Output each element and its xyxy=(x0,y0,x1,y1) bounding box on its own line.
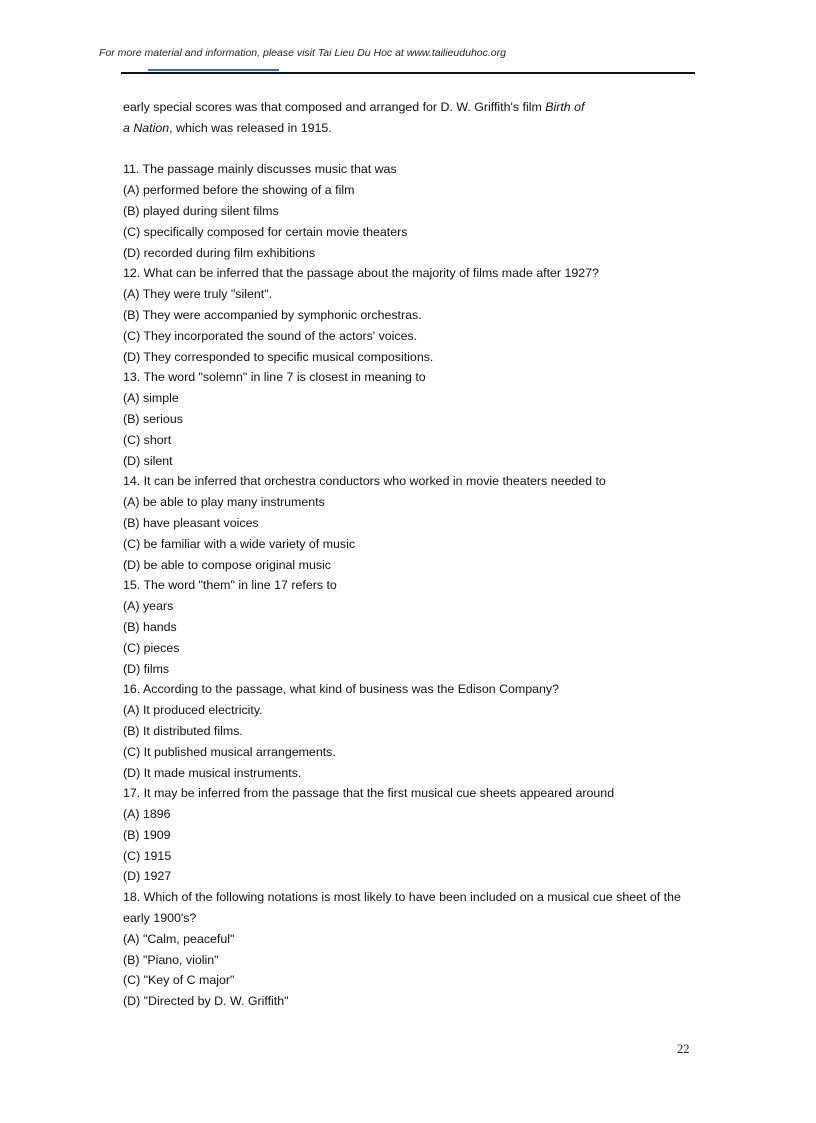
answer-option: (D) "Directed by D. W. Griffith" xyxy=(123,994,289,1009)
answer-option: (A) be able to play many instruments xyxy=(123,495,325,510)
question-16 xyxy=(123,679,703,783)
question-stem: 16. According to the passage, what kind of business was the Edison Company? xyxy=(123,682,560,697)
question-11 xyxy=(123,159,703,263)
question-stem: 15. The word "them" in line 17 refers to xyxy=(123,578,337,593)
answer-option: (D) 1927 xyxy=(123,869,172,884)
answer-option: (B) They were accompanied by symphonic orchestras. xyxy=(123,307,422,322)
question-14 xyxy=(123,471,703,575)
header-link-underline xyxy=(148,69,279,71)
page-number: 22 xyxy=(677,1042,690,1056)
question-12 xyxy=(123,263,703,367)
paragraph-gap xyxy=(123,139,703,160)
answer-option: (C) be familiar with a wide variety of music xyxy=(123,536,356,551)
answer-option: (A) performed before the showing of a film xyxy=(123,183,355,198)
intro-film-title-part-2: a Nation xyxy=(123,120,170,135)
answer-option: (D) be able to compose original music xyxy=(123,557,331,572)
answer-option: (A) years xyxy=(123,599,174,614)
answer-option: (C) 1915 xyxy=(123,848,172,863)
answer-option: (D) films xyxy=(123,661,170,676)
header-divider xyxy=(121,72,695,74)
answer-option: (C) specifically composed for certain movie theaters xyxy=(123,224,408,239)
answer-option: (C) "Key of C major" xyxy=(123,973,235,988)
answer-option: (A) It produced electricity. xyxy=(123,703,263,718)
question-17 xyxy=(123,783,703,887)
header-text: For more material and information, please visit Tai Lieu Du Hoc at www.tailieuduhoc.org xyxy=(99,47,506,59)
intro-film-title-part-1: Birth of xyxy=(545,100,585,114)
intro-text-before: early special scores was that composed and arranged for D. W. Griffith's film xyxy=(123,100,546,114)
answer-option: (A) They were truly "silent". xyxy=(123,287,273,302)
intro-line-2 xyxy=(123,118,703,139)
intro-paragraph xyxy=(123,97,703,139)
answer-option: (C) They incorporated the sound of the actors' voices. xyxy=(123,328,418,343)
answer-option: (B) It distributed films. xyxy=(123,723,243,738)
answer-option: (B) hands xyxy=(123,619,177,634)
answer-option: (D) silent xyxy=(123,453,173,468)
answer-option: (D) recorded during film exhibitions xyxy=(123,245,316,260)
question-stem: 13. The word "solemn" in line 7 is closest in meaning to xyxy=(123,370,426,385)
question-stem: 18. Which of the following notations is most likely to have been included on a musical cue sheet of the early 1900's? xyxy=(123,890,681,926)
intro-text-after: , which was released in 1915. xyxy=(169,120,332,135)
answer-option: (B) serious xyxy=(123,411,183,426)
page-content xyxy=(123,97,703,1012)
answer-option: (A) 1896 xyxy=(123,807,171,822)
answer-option: (B) have pleasant voices xyxy=(123,515,259,530)
question-18 xyxy=(123,887,703,1012)
answer-option: (D) It made musical instruments. xyxy=(123,765,302,780)
answer-option: (C) pieces xyxy=(123,640,180,655)
question-15 xyxy=(123,575,703,679)
question-stem: 12. What can be inferred that the passage about the majority of films made after 1927? xyxy=(123,266,599,281)
answer-option: (B) played during silent films xyxy=(123,203,279,218)
answer-option: (A) simple xyxy=(123,391,179,406)
answer-option: (C) It published musical arrangements. xyxy=(123,744,336,759)
answer-option: (D) They corresponded to specific musical compositions. xyxy=(123,349,434,364)
question-stem: 14. It can be inferred that orchestra conductors who worked in movie theaters needed to xyxy=(123,474,606,489)
answer-option: (B) 1909 xyxy=(123,827,171,842)
answer-option: (A) "Calm, peaceful" xyxy=(123,931,235,946)
question-13 xyxy=(123,367,703,471)
answer-option: (B) "Piano, violin" xyxy=(123,952,219,967)
question-stem: 11. The passage mainly discusses music that was xyxy=(123,162,397,177)
question-stem: 17. It may be inferred from the passage that the first musical cue sheets appeared around xyxy=(123,786,615,801)
intro-line-1 xyxy=(123,97,703,118)
answer-option: (C) short xyxy=(123,432,172,447)
